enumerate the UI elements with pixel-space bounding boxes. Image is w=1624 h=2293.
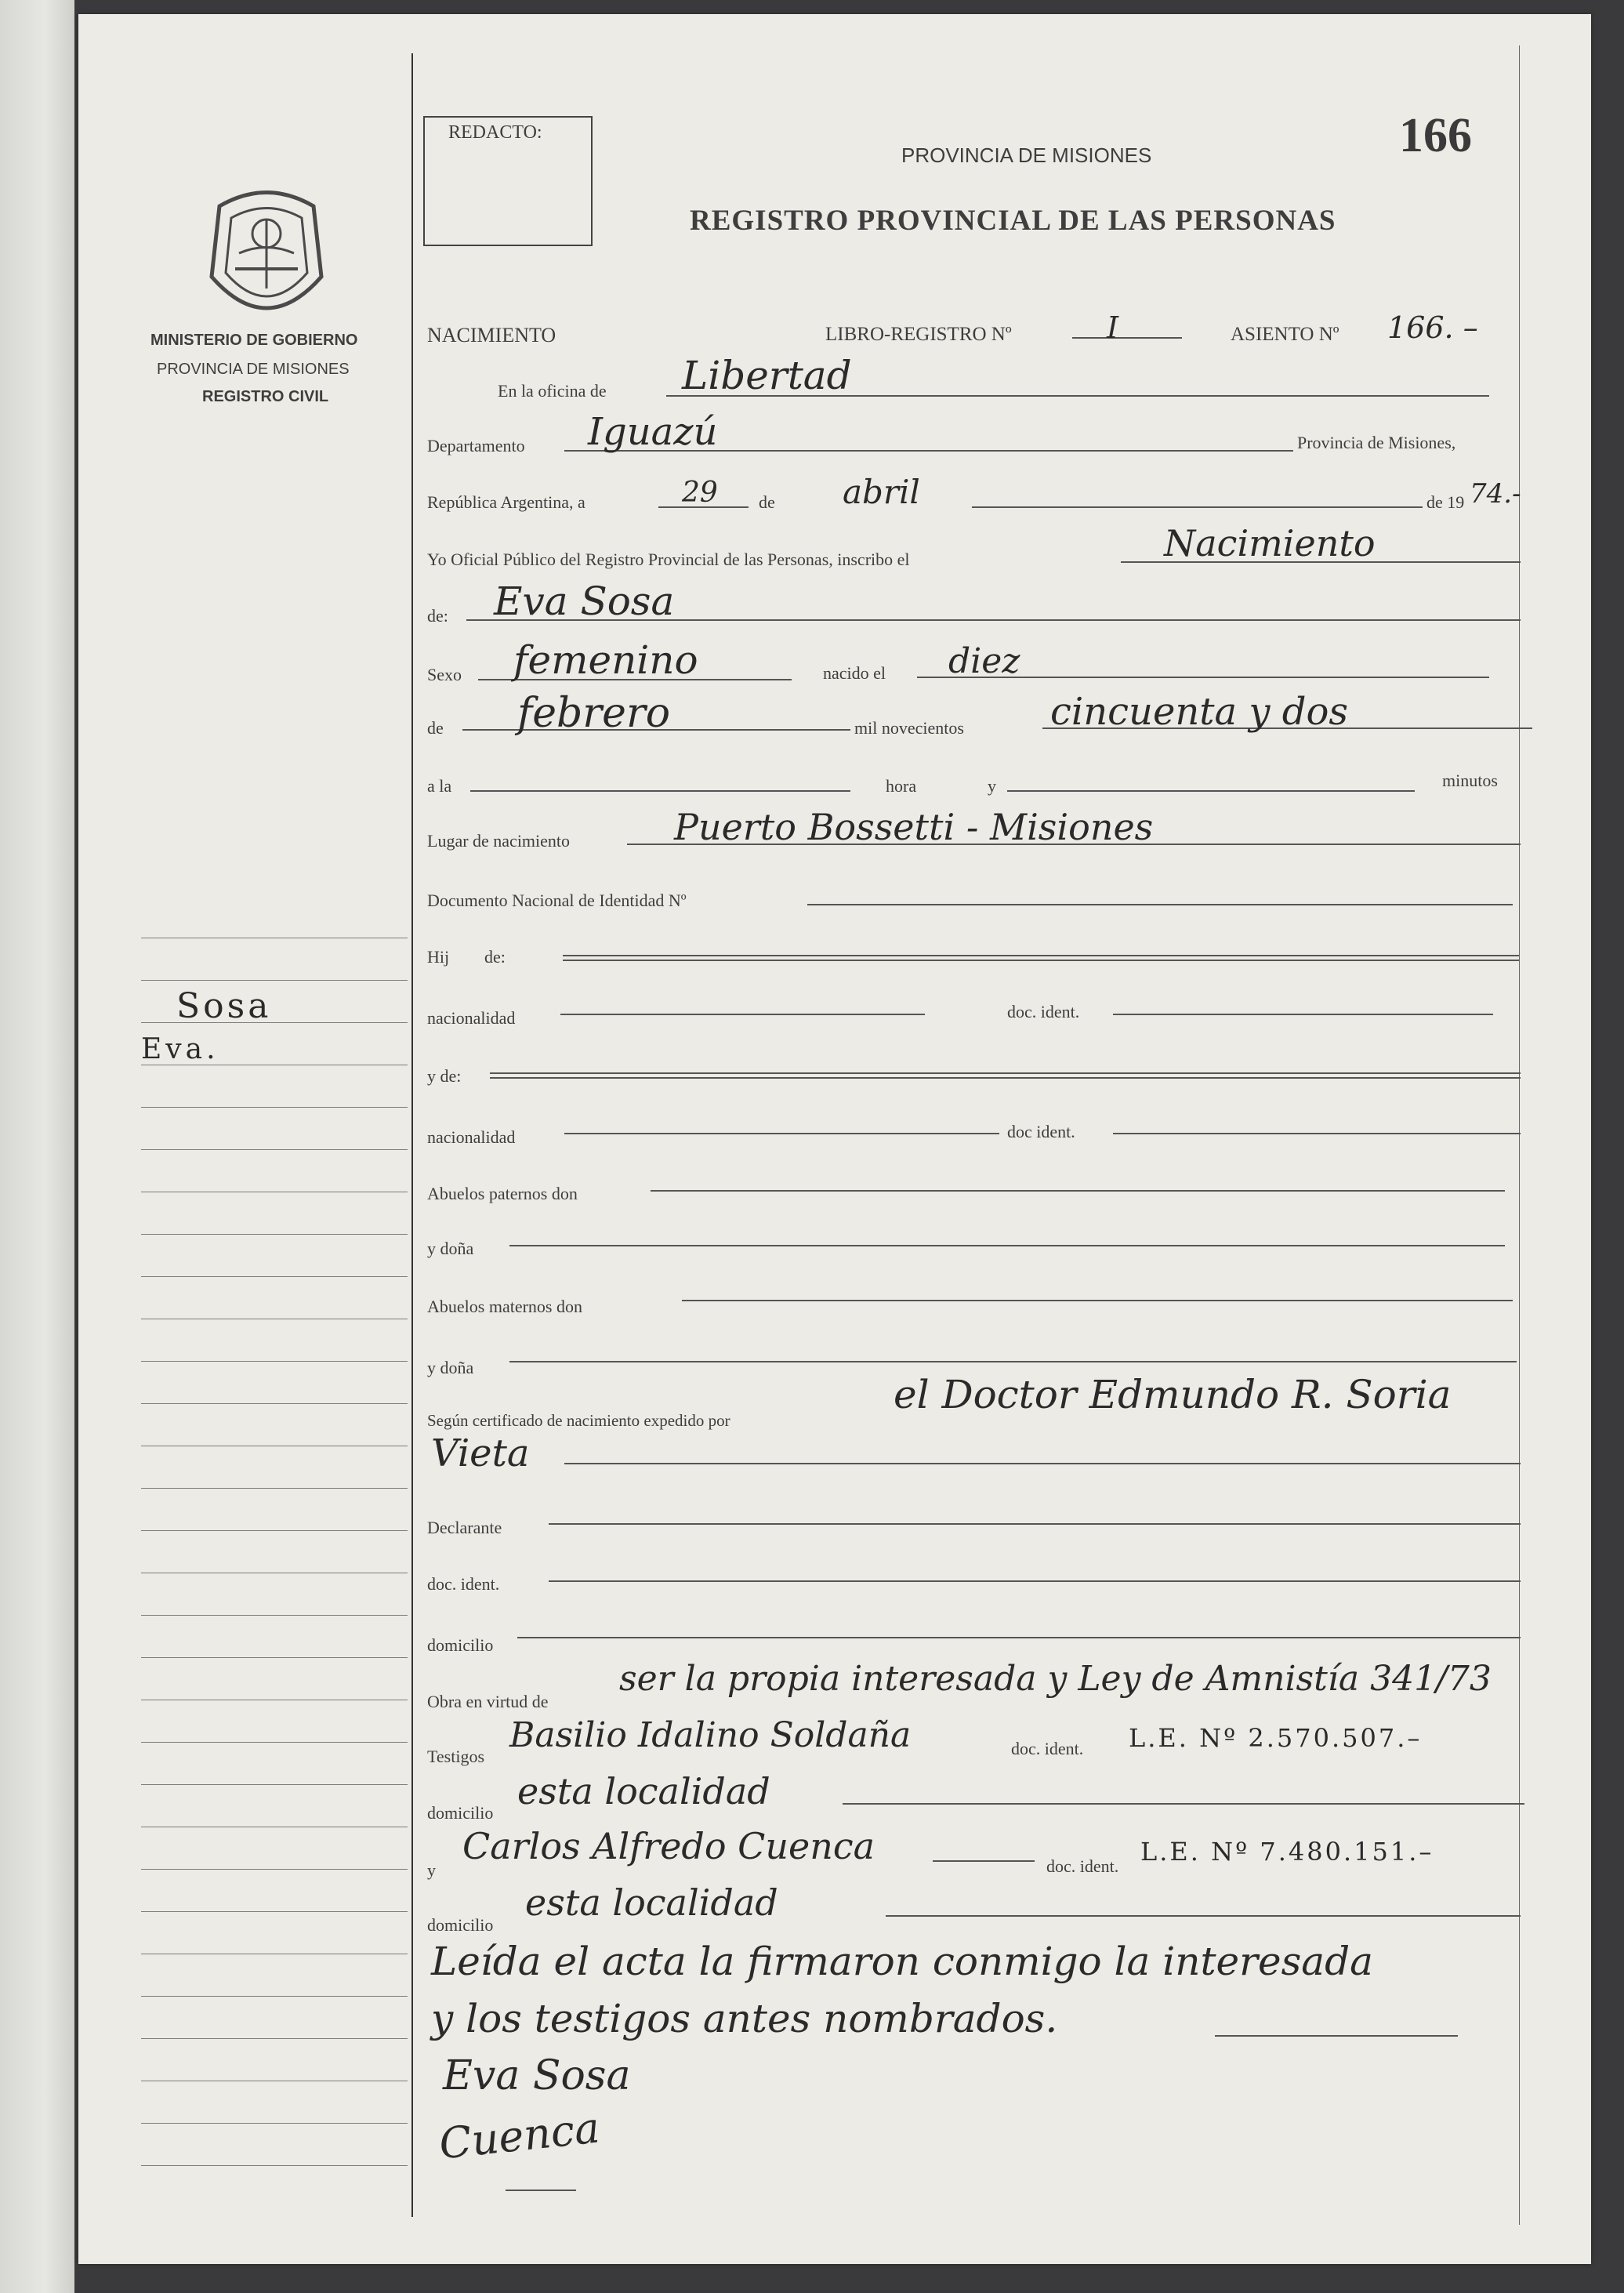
previous-page-edge: [0, 0, 74, 2293]
asiento-label: ASIENTO Nº: [1231, 324, 1339, 345]
margin-surname: Sosa: [176, 986, 272, 1026]
segun-value: el Doctor Edmundo R. Soria: [894, 1372, 1452, 1417]
oficina-value: Libertad: [682, 353, 852, 398]
hora-label: hora: [886, 776, 917, 796]
nacido-label: nacido el: [823, 663, 886, 683]
name-value: Eva Sosa: [494, 579, 675, 624]
testigo-1-doc: L.E. Nº 2.570.507.–: [1129, 1723, 1423, 1753]
y-dona-1-label: y doña: [427, 1239, 474, 1258]
record-type: NACIMIENTO: [427, 324, 556, 346]
de-name-label: de:: [427, 606, 448, 626]
closing-line-1: Leída el acta la firmaron conmigo la interesada: [431, 1939, 1373, 1984]
seal-registry: REGISTRO CIVIL: [202, 388, 329, 405]
margin-given-name: Eva.: [141, 1033, 219, 1065]
oficina-label: En la oficina de: [498, 381, 607, 401]
departamento-value: Iguazú: [588, 410, 718, 454]
register-page: [78, 14, 1591, 2264]
y-label: y: [988, 776, 996, 796]
doc-ident-1-label: doc. ident.: [1007, 1002, 1080, 1021]
signature-interested: Eva Sosa: [443, 2052, 631, 2099]
obra-label: Obra en virtud de: [427, 1692, 549, 1711]
libro-label: LIBRO-REGISTRO Nº: [825, 324, 1012, 345]
domicilio-1-label: domicilio: [427, 1635, 494, 1655]
registry-title: REGISTRO PROVINCIAL DE LAS PERSONAS: [690, 205, 1336, 237]
y-2-label: y: [427, 1860, 436, 1880]
sexo-label: Sexo: [427, 665, 462, 684]
de-label-3: de: [427, 718, 444, 738]
segun-label: Según certificado de nacimiento expedido por: [427, 1411, 730, 1430]
signature-stroke: [506, 2190, 576, 2191]
libro-value: I: [1107, 310, 1119, 345]
asiento-value: 166. –: [1387, 310, 1478, 345]
testigo-2-value: Carlos Alfredo Cuenca: [462, 1825, 875, 1867]
redacto-label: REDACTO:: [448, 122, 542, 143]
doc-ident-5-label: doc. ident.: [1046, 1856, 1119, 1876]
day-value: 29: [682, 477, 718, 509]
testigo-2-doc: L.E. Nº 7.480.151.–: [1140, 1837, 1434, 1867]
de-label-2: de 19: [1426, 492, 1465, 512]
redacto-box: [423, 116, 593, 246]
testigo-1-value: Basilio Idalino Soldaña: [509, 1715, 912, 1755]
obra-value: ser la propia interesada y Ley de Amnistía 341/73: [619, 1659, 1492, 1699]
right-border: [1519, 45, 1520, 2225]
dni-label: Documento Nacional de Identidad Nº: [427, 891, 687, 910]
abuelos-paternos-label: Abuelos paternos don: [427, 1184, 578, 1203]
departamento-label: Departamento: [427, 436, 525, 455]
provincia-suffix: Provincia de Misiones,: [1297, 433, 1456, 452]
domicilio-2-label: domicilio: [427, 1803, 494, 1823]
inscribo-value: Nacimiento: [1164, 522, 1376, 564]
sexo-value: femenino: [513, 637, 698, 683]
hij-de-label: de:: [484, 947, 506, 967]
closing-line-2: y los testigos antes nombrados.: [431, 1996, 1058, 2041]
hij-label: Hij: [427, 947, 450, 967]
nacionalidad-2-label: nacionalidad: [427, 1127, 516, 1147]
lugar-label: Lugar de nacimiento: [427, 831, 571, 851]
declarante-label: Declarante: [427, 1518, 502, 1537]
month-value: abril: [843, 473, 920, 511]
doc-ident-3-label: doc. ident.: [427, 1574, 500, 1594]
folio-number: 166: [1399, 109, 1472, 162]
domicilio-3-value: esta localidad: [525, 1881, 778, 1924]
year-value: 74.-: [1470, 478, 1521, 510]
margin-rule: [411, 53, 413, 2217]
abuelos-maternos-label: Abuelos maternos don: [427, 1297, 582, 1316]
oficial-label: Yo Oficial Público del Registro Provincial de las Personas, inscribo el: [427, 550, 910, 569]
province-header: PROVINCIA DE MISIONES: [901, 143, 1152, 167]
domicilio-2-value: esta localidad: [517, 1770, 770, 1812]
y-dona-2-label: y doña: [427, 1358, 474, 1377]
doc-ident-4-label: doc. ident.: [1011, 1739, 1084, 1758]
nacionalidad-1-label: nacionalidad: [427, 1008, 516, 1028]
signature-witness: Cuenca: [437, 2103, 603, 2169]
testigos-label: Testigos: [427, 1747, 485, 1766]
de-label-1: de: [759, 492, 775, 512]
minutos-label: minutos: [1442, 771, 1498, 790]
doc-ident-2-label: doc ident.: [1007, 1122, 1075, 1141]
nacido-value: diez: [948, 641, 1020, 681]
segun-value-2: Vieta: [431, 1431, 530, 1475]
coat-of-arms-seal: [204, 183, 329, 332]
republica-label: República Argentina, a: [427, 492, 585, 512]
lugar-value: Puerto Bossetti - Misiones: [674, 806, 1154, 848]
mil-label: mil novecientos: [854, 718, 964, 738]
birth-month-value: febrero: [517, 690, 671, 737]
seal-province: PROVINCIA DE MISIONES: [157, 361, 350, 378]
domicilio-3-label: domicilio: [427, 1915, 494, 1935]
ala-label: a la: [427, 776, 452, 796]
y-de-label: y de:: [427, 1066, 462, 1086]
seal-ministry: MINISTERIO DE GOBIERNO: [150, 332, 358, 349]
birth-year-value: cincuenta y dos: [1050, 690, 1349, 734]
